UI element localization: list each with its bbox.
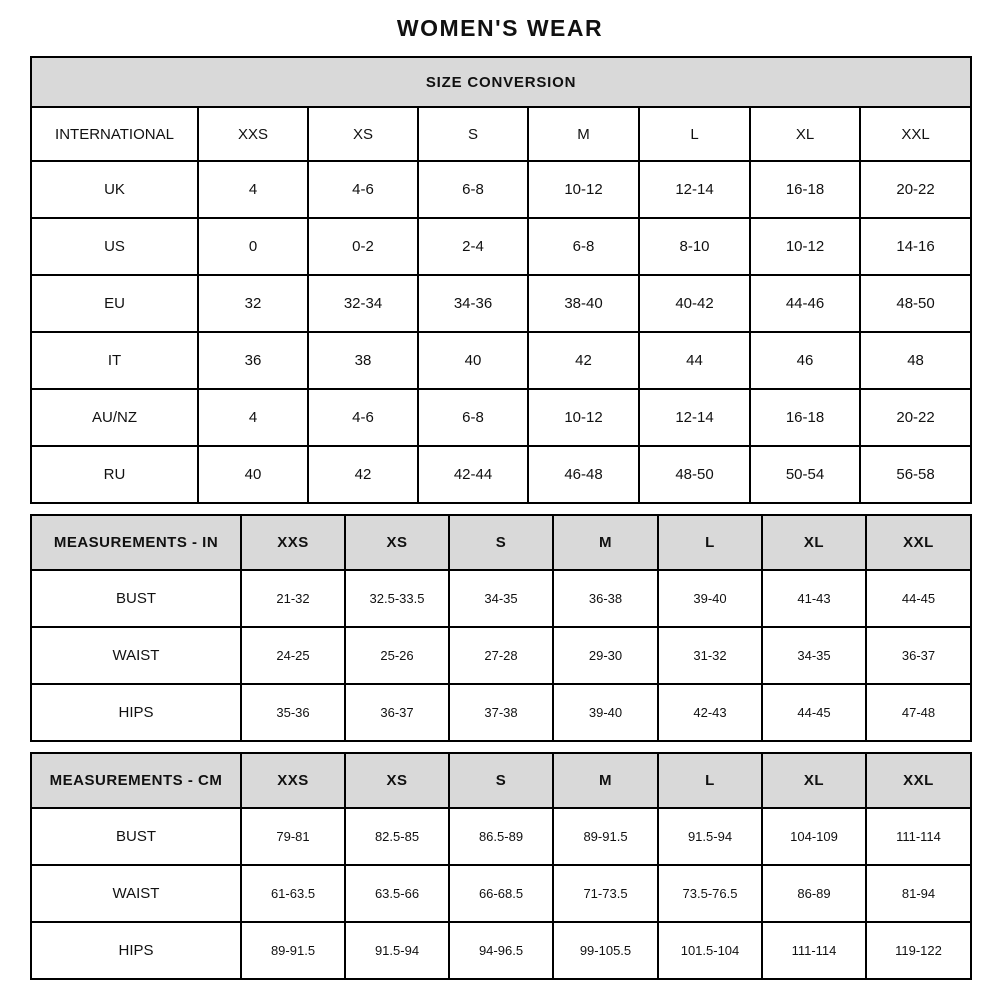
value-cell: 31-32: [658, 627, 762, 684]
value-cell: 32.5-33.5: [345, 570, 449, 627]
value-cell: 34-36: [418, 275, 528, 332]
value-cell: 6-8: [528, 218, 639, 275]
table-header-row: [31, 753, 971, 808]
value-cell: 42-43: [658, 684, 762, 741]
row-label: AU/NZ: [31, 389, 198, 446]
value-cell: 101.5-104: [658, 922, 762, 979]
header-size-cell: M: [553, 753, 658, 808]
value-cell: 86.5-89: [449, 808, 553, 865]
value-cell: 37-38: [449, 684, 553, 741]
value-cell: 46: [750, 332, 860, 389]
value-cell: 20-22: [860, 389, 971, 446]
table-row: [31, 865, 971, 922]
value-cell: 12-14: [639, 389, 750, 446]
value-cell: 41-43: [762, 570, 866, 627]
header-size-cell: XXS: [241, 753, 345, 808]
table-row: [31, 275, 971, 332]
value-cell: 44-45: [762, 684, 866, 741]
header-label-cell: MEASUREMENTS - IN: [31, 515, 241, 570]
value-cell: 6-8: [418, 161, 528, 218]
value-cell: 99-105.5: [553, 922, 658, 979]
header-size-cell: XS: [345, 753, 449, 808]
value-cell: 38-40: [528, 275, 639, 332]
table-header-row: [31, 515, 971, 570]
header-size-cell: XS: [345, 515, 449, 570]
value-cell: 40: [198, 446, 308, 503]
value-cell: 27-28: [449, 627, 553, 684]
value-cell: 34-35: [762, 627, 866, 684]
header-size-cell: XS: [308, 107, 418, 161]
header-size-cell: XXL: [860, 107, 971, 161]
value-cell: 0-2: [308, 218, 418, 275]
row-label: WAIST: [31, 627, 241, 684]
table-row: [31, 446, 971, 503]
value-cell: 81-94: [866, 865, 971, 922]
header-size-cell: L: [658, 515, 762, 570]
value-cell: 66-68.5: [449, 865, 553, 922]
row-label: WAIST: [31, 865, 241, 922]
value-cell: 29-30: [553, 627, 658, 684]
row-label: US: [31, 218, 198, 275]
table-gap: [30, 504, 970, 514]
measurements-in-table: [30, 514, 972, 742]
row-label: EU: [31, 275, 198, 332]
value-cell: 56-58: [860, 446, 971, 503]
value-cell: 42: [308, 446, 418, 503]
value-cell: 34-35: [449, 570, 553, 627]
value-cell: 4: [198, 389, 308, 446]
header-size-cell: XXS: [241, 515, 345, 570]
table-row: [31, 922, 971, 979]
table-row: [31, 218, 971, 275]
table-row: [31, 332, 971, 389]
size-conversion-title: SIZE CONVERSION: [31, 57, 971, 107]
row-label: IT: [31, 332, 198, 389]
measurements-cm-table: [30, 752, 972, 980]
value-cell: 48: [860, 332, 971, 389]
value-cell: 25-26: [345, 627, 449, 684]
value-cell: 10-12: [528, 389, 639, 446]
value-cell: 4-6: [308, 161, 418, 218]
value-cell: 4: [198, 161, 308, 218]
table-band-row: [31, 57, 971, 107]
value-cell: 82.5-85: [345, 808, 449, 865]
value-cell: 36: [198, 332, 308, 389]
header-label-cell: MEASUREMENTS - CM: [31, 753, 241, 808]
table-row: [31, 570, 971, 627]
row-label: BUST: [31, 570, 241, 627]
value-cell: 8-10: [639, 218, 750, 275]
header-size-cell: XXL: [866, 515, 971, 570]
value-cell: 111-114: [762, 922, 866, 979]
value-cell: 44-46: [750, 275, 860, 332]
header-size-cell: L: [658, 753, 762, 808]
value-cell: 73.5-76.5: [658, 865, 762, 922]
value-cell: 104-109: [762, 808, 866, 865]
value-cell: 0: [198, 218, 308, 275]
value-cell: 2-4: [418, 218, 528, 275]
value-cell: 61-63.5: [241, 865, 345, 922]
value-cell: 12-14: [639, 161, 750, 218]
value-cell: 89-91.5: [553, 808, 658, 865]
value-cell: 4-6: [308, 389, 418, 446]
value-cell: 20-22: [860, 161, 971, 218]
table-row: [31, 684, 971, 741]
value-cell: 89-91.5: [241, 922, 345, 979]
table-gap: [30, 742, 970, 752]
value-cell: 21-32: [241, 570, 345, 627]
row-label: BUST: [31, 808, 241, 865]
value-cell: 46-48: [528, 446, 639, 503]
value-cell: 86-89: [762, 865, 866, 922]
value-cell: 50-54: [750, 446, 860, 503]
value-cell: 48-50: [639, 446, 750, 503]
row-label: HIPS: [31, 684, 241, 741]
value-cell: 42: [528, 332, 639, 389]
value-cell: 6-8: [418, 389, 528, 446]
value-cell: 71-73.5: [553, 865, 658, 922]
value-cell: 42-44: [418, 446, 528, 503]
header-size-cell: S: [449, 515, 553, 570]
value-cell: 47-48: [866, 684, 971, 741]
size-chart-page: [30, 0, 970, 980]
value-cell: 32-34: [308, 275, 418, 332]
value-cell: 40-42: [639, 275, 750, 332]
value-cell: 63.5-66: [345, 865, 449, 922]
row-label: RU: [31, 446, 198, 503]
page-title: WOMEN'S WEAR: [396, 15, 604, 41]
value-cell: 39-40: [658, 570, 762, 627]
table-row: [31, 808, 971, 865]
value-cell: 16-18: [750, 389, 860, 446]
header-size-cell: XXS: [198, 107, 308, 161]
value-cell: 79-81: [241, 808, 345, 865]
value-cell: 10-12: [750, 218, 860, 275]
header-label-cell: INTERNATIONAL: [31, 107, 198, 161]
value-cell: 119-122: [866, 922, 971, 979]
value-cell: 32: [198, 275, 308, 332]
size-conversion-table: [30, 56, 972, 504]
value-cell: 39-40: [553, 684, 658, 741]
table-header-row: [31, 107, 971, 161]
value-cell: 24-25: [241, 627, 345, 684]
value-cell: 40: [418, 332, 528, 389]
header-size-cell: M: [553, 515, 658, 570]
value-cell: 91.5-94: [345, 922, 449, 979]
value-cell: 35-36: [241, 684, 345, 741]
value-cell: 14-16: [860, 218, 971, 275]
row-label: UK: [31, 161, 198, 218]
value-cell: 111-114: [866, 808, 971, 865]
value-cell: 36-37: [866, 627, 971, 684]
value-cell: 16-18: [750, 161, 860, 218]
header-size-cell: XL: [762, 753, 866, 808]
header-size-cell: L: [639, 107, 750, 161]
header-size-cell: XL: [762, 515, 866, 570]
value-cell: 94-96.5: [449, 922, 553, 979]
value-cell: 48-50: [860, 275, 971, 332]
table-row: [31, 161, 971, 218]
value-cell: 36-37: [345, 684, 449, 741]
header-size-cell: S: [449, 753, 553, 808]
value-cell: 10-12: [528, 161, 639, 218]
header-size-cell: M: [528, 107, 639, 161]
value-cell: 44: [639, 332, 750, 389]
value-cell: 91.5-94: [658, 808, 762, 865]
header-size-cell: S: [418, 107, 528, 161]
row-label: HIPS: [31, 922, 241, 979]
header-size-cell: XXL: [866, 753, 971, 808]
value-cell: 38: [308, 332, 418, 389]
header-size-cell: XL: [750, 107, 860, 161]
table-row: [31, 389, 971, 446]
value-cell: 36-38: [553, 570, 658, 627]
table-row: [31, 627, 971, 684]
value-cell: 44-45: [866, 570, 971, 627]
